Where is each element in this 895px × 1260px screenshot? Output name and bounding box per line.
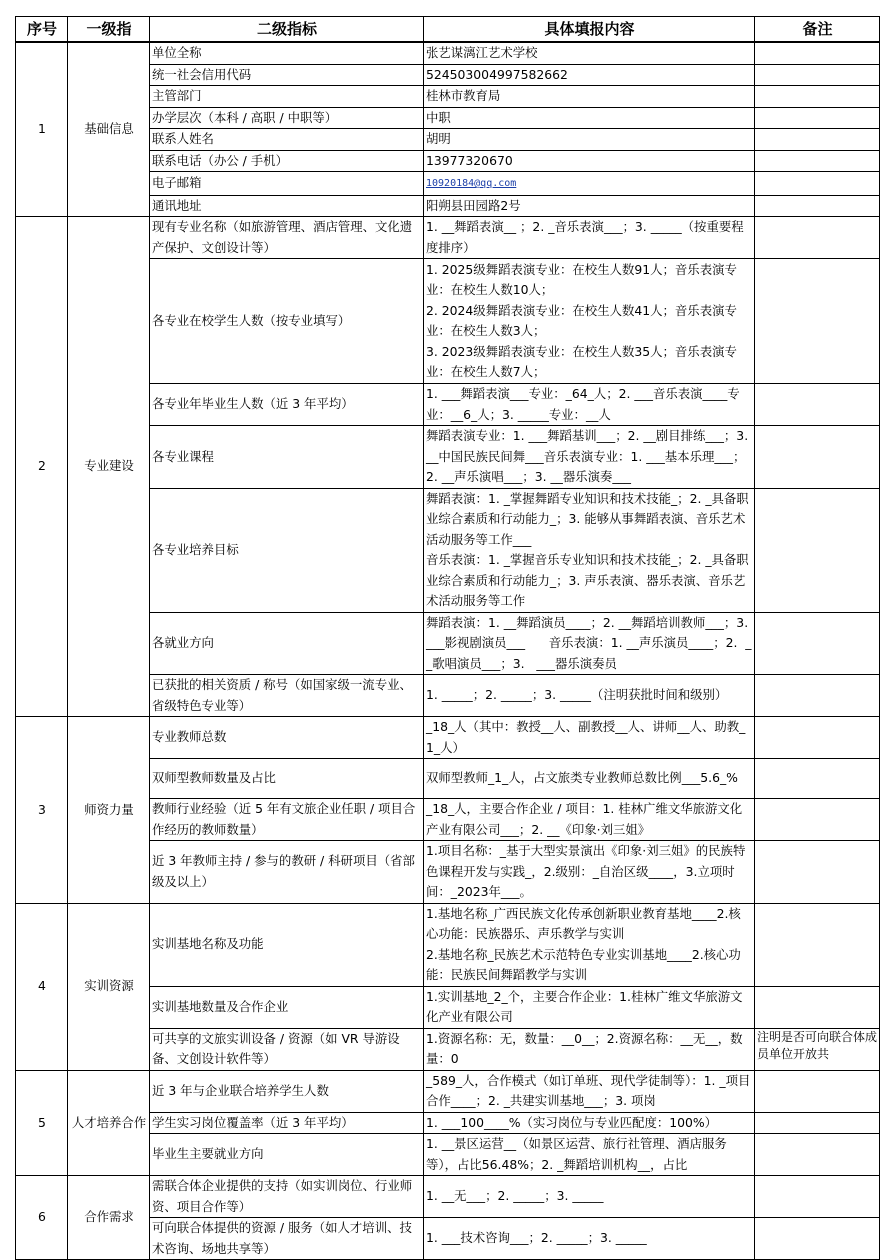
table-row (16, 1176, 880, 1218)
remark-cell[interactable] (755, 903, 880, 986)
section-number: 4 (16, 903, 68, 1070)
remark-cell[interactable]: 注明是否可向联合体成员单位开放共 (755, 1028, 880, 1070)
section-name: 人才培养合作 (68, 1070, 150, 1176)
section-number: 1 (16, 42, 68, 217)
section-name: 基础信息 (68, 42, 150, 217)
field-value[interactable]: 中职 (424, 107, 755, 129)
header-level2: 二级指标 (150, 17, 424, 43)
field-value[interactable]: 舞蹈表演专业：1. ___舞蹈基训___；2. __剧目排练___；3. __中国民族民间舞___音乐表演专业：1. ___基本乐理___；2. __声乐演唱___；3. __器乐演奏___ (424, 426, 755, 489)
indicator-label: 各专业在校学生人数（按专业填写） (150, 259, 424, 384)
field-value[interactable]: 1.资源名称：无，数量：__0__；2.资源名称：__无__，数量：0 (424, 1028, 755, 1070)
remark-cell[interactable] (755, 259, 880, 384)
field-value[interactable]: 1. _____；2. _____；3. _____（注明获批时间和级别） (424, 675, 755, 717)
indicator-label: 统一社会信用代码 (150, 64, 424, 86)
remark-cell[interactable] (755, 1218, 880, 1260)
remark-cell[interactable] (755, 172, 880, 196)
section-name: 实训资源 (68, 903, 150, 1070)
field-value[interactable]: 524503004997582662 (424, 64, 755, 86)
indicator-label: 联系电话（办公 / 手机） (150, 150, 424, 172)
indicator-label: 毕业生主要就业方向 (150, 1134, 424, 1176)
indicator-label: 专业教师总数 (150, 717, 424, 759)
indicator-label: 实训基地数量及合作企业 (150, 986, 424, 1028)
remark-cell[interactable] (755, 426, 880, 489)
remark-cell[interactable] (755, 64, 880, 86)
field-value[interactable]: 1. __景区运营__（如景区运营、旅行社管理、酒店服务等），占比56.48%；2. _舞蹈培训机构__，占比 (424, 1134, 755, 1176)
section-number: 5 (16, 1070, 68, 1176)
table-row (16, 903, 880, 986)
indicator-label: 可共享的文旅实训设备 / 资源（如 VR 导游设备、文创设计软件等） (150, 1028, 424, 1070)
section-name: 师资力量 (68, 717, 150, 904)
indicator-label: 各专业培养目标 (150, 488, 424, 612)
field-value[interactable]: 阳朔县田园路2号 (424, 195, 755, 217)
field-value[interactable]: _18_人，主要合作企业 / 项目：1. 桂林广维文华旅游文化产业有限公司___；2. __《印象·刘三姐》 (424, 799, 755, 841)
field-value[interactable]: 桂林市教育局 (424, 86, 755, 108)
indicator-label: 办学层次（本科 / 高职 / 中职等） (150, 107, 424, 129)
remark-cell[interactable] (755, 675, 880, 717)
field-value[interactable]: 1. ___技术咨询___；2. _____；3. _____ (424, 1218, 755, 1260)
section-number: 6 (16, 1176, 68, 1260)
indicator-label: 通讯地址 (150, 195, 424, 217)
remark-cell[interactable] (755, 42, 880, 64)
section-number: 3 (16, 717, 68, 904)
remark-cell[interactable] (755, 1134, 880, 1176)
field-value[interactable]: 1.基地名称_广西民族文化传承创新职业教育基地____2.核心功能：民族器乐、声乐教学与实训 2.基地名称_民族艺术示范特色专业实训基地____2.核心功能：民族民间舞蹈教学与实训 (424, 903, 755, 986)
indicator-label: 实训基地名称及功能 (150, 903, 424, 986)
field-value[interactable]: 1. ___舞蹈表演___专业：_64_人；2. ___音乐表演____专业：__6_人；3. _____专业：__人 (424, 384, 755, 426)
header-content: 具体填报内容 (424, 17, 755, 43)
field-value[interactable]: 1. ___100____%（实习岗位与专业匹配度：100%） (424, 1112, 755, 1134)
remark-cell[interactable] (755, 150, 880, 172)
indicator-label: 单位全称 (150, 42, 424, 64)
remark-cell[interactable] (755, 841, 880, 904)
remark-cell[interactable] (755, 986, 880, 1028)
field-value[interactable]: 1.实训基地_2_个，主要合作企业：1.桂林广维文华旅游文化产业有限公司 (424, 986, 755, 1028)
remark-cell[interactable] (755, 217, 880, 259)
field-value[interactable]: 舞蹈表演：1. __舞蹈演员____；2. __舞蹈培训教师___；3. ___影视剧演员___ 音乐表演：1. __声乐演员____；2. __歌唱演员___；3. ___器乐演奏员 (424, 612, 755, 675)
indicator-label: 各就业方向 (150, 612, 424, 675)
indicator-label: 需联合体企业提供的支持（如实训岗位、行业师资、项目合作等） (150, 1176, 424, 1218)
indicator-label: 主管部门 (150, 86, 424, 108)
indicator-label: 学生实习岗位覆盖率（近 3 年平均） (150, 1112, 424, 1134)
field-value[interactable]: 胡明 (424, 129, 755, 151)
field-value[interactable]: 双师型教师_1_人，占文旅类专业教师总数比例___5.6_% (424, 759, 755, 799)
indicator-label: 近 3 年与企业联合培养学生人数 (150, 1070, 424, 1112)
indicator-label: 近 3 年教师主持 / 参与的教研 / 科研项目（省部级及以上） (150, 841, 424, 904)
indicator-label: 各专业课程 (150, 426, 424, 489)
indicator-label: 教师行业经验（近 5 年有文旅企业任职 / 项目合作经历的教师数量） (150, 799, 424, 841)
remark-cell[interactable] (755, 799, 880, 841)
remark-cell[interactable] (755, 717, 880, 759)
remark-cell[interactable] (755, 488, 880, 612)
header-row (16, 17, 880, 43)
remark-cell[interactable] (755, 107, 880, 129)
remark-cell[interactable] (755, 759, 880, 799)
indicator-label: 双师型教师数量及占比 (150, 759, 424, 799)
indicator-label: 已获批的相关资质 / 称号（如国家级一流专业、省级特色专业等） (150, 675, 424, 717)
field-value[interactable]: 1. 2025级舞蹈表演专业：在校生人数91人；音乐表演专业：在校生人数10人； 2. 2024级舞蹈表演专业：在校生人数41人；音乐表演专业：在校生人数3人； 3. 2023级舞蹈表演专业：在校生人数35人；音乐表演专业：在校生人数7人； (424, 259, 755, 384)
email-field[interactable] (424, 172, 755, 196)
header-remark: 备注 (755, 17, 880, 43)
table-row (16, 1070, 880, 1112)
indicator-label: 现有专业名称（如旅游管理、酒店管理、文化遗产保护、文创设计等） (150, 217, 424, 259)
field-value[interactable]: 张艺谋漓江艺术学校 (424, 42, 755, 64)
info-table (15, 16, 880, 1260)
table-row (16, 717, 880, 759)
field-value[interactable]: _18_人（其中：教授__人、副教授__人、讲师__人、助教_1_人） (424, 717, 755, 759)
indicator-label: 联系人姓名 (150, 129, 424, 151)
remark-cell[interactable] (755, 1176, 880, 1218)
header-level1: 一级指 (68, 17, 150, 43)
field-value[interactable]: 13977320670 (424, 150, 755, 172)
section-name: 专业建设 (68, 217, 150, 717)
table-row (16, 42, 880, 64)
remark-cell[interactable] (755, 195, 880, 217)
indicator-label: 可向联合体提供的资源 / 服务（如人才培训、技术咨询、场地共享等） (150, 1218, 424, 1260)
table-row (16, 217, 880, 259)
remark-cell[interactable] (755, 129, 880, 151)
indicator-label: 电子邮箱 (150, 172, 424, 196)
section-number: 2 (16, 217, 68, 717)
section-name: 合作需求 (68, 1176, 150, 1260)
remark-cell[interactable] (755, 86, 880, 108)
header-no: 序号 (16, 17, 68, 43)
field-value[interactable]: 1.项目名称：_基于大型实景演出《印象·刘三姐》的民族特色课程开发与实践_，2.级别：_自治区级____，3.立项时间：_2023年___。 (424, 841, 755, 904)
remark-cell[interactable] (755, 612, 880, 675)
email-link[interactable]: 10920184@qq.com (426, 178, 517, 189)
field-value[interactable]: 1. __无___；2. _____；3. _____ (424, 1176, 755, 1218)
indicator-label: 各专业年毕业生人数（近 3 年平均） (150, 384, 424, 426)
field-value[interactable]: 1. __舞蹈表演__ ；2. _音乐表演___；3. _____（按重要程度排序） (424, 217, 755, 259)
remark-cell[interactable] (755, 1070, 880, 1112)
remark-cell[interactable] (755, 1112, 880, 1134)
field-value[interactable]: _589_人，合作模式（如订单班、现代学徒制等）：1. _项目合作____；2. _共建实训基地___；3. 项岗 (424, 1070, 755, 1112)
remark-cell[interactable] (755, 384, 880, 426)
field-value[interactable]: 舞蹈表演：1. _掌握舞蹈专业知识和技术技能_；2. _具备职业综合素质和行动能力_；3. 能够从事舞蹈表演、音乐艺术活动服务等工作___ 音乐表演：1. _掌握音乐专业知识和技术技能_；2. _具备职业综合素质和行动能力_；3. 声乐表演、器乐表演、音乐艺术活动服务等工作 (424, 488, 755, 612)
